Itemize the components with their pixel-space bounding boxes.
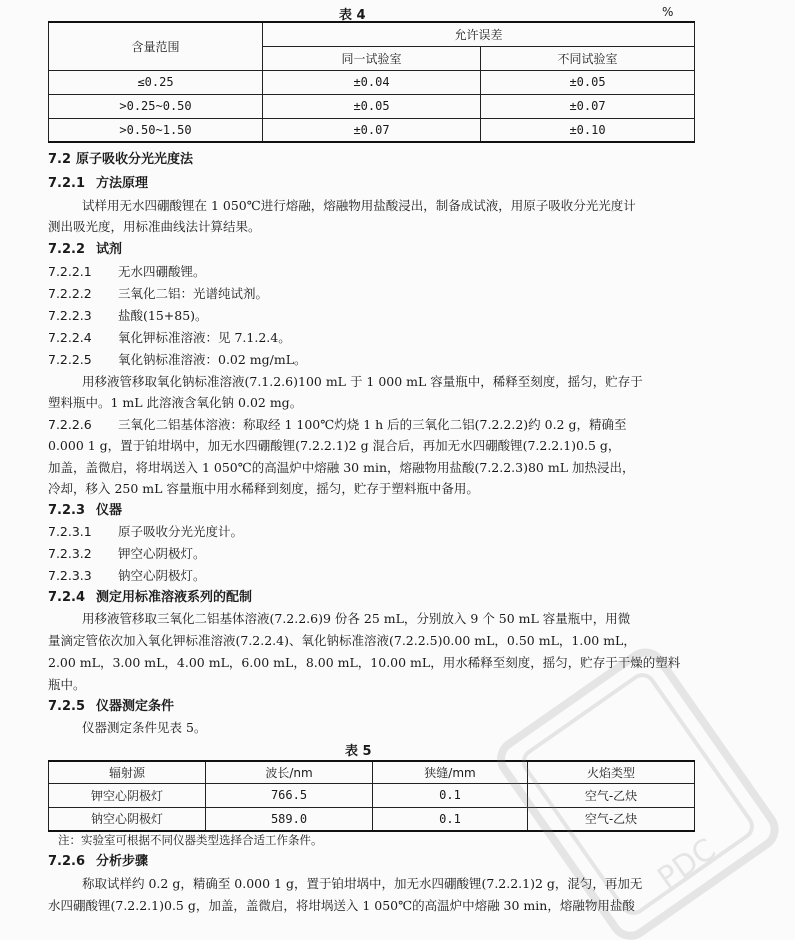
table5-cell: 766.5 [206, 783, 373, 807]
heading-7-2-1: 7.2.1 方法原理 [48, 176, 149, 191]
table5-note: 注：实验室可根据不同仪器类型选择合适工作条件。 [58, 833, 323, 847]
table5-header-wavelength: 波长/nm [206, 761, 373, 783]
paragraph-7-2-2-5-line1: 用移液管移取氧化钠标准溶液(7.1.2.6)100 mL 于 1 000 mL 容量瓶中，稀释至刻度，摇匀，贮存于 [82, 374, 643, 389]
table4-cell-range: ≤0.25 [49, 70, 263, 94]
table4-caption: 表 4 [339, 8, 366, 23]
item-7-2-2-4: 7.2.2.4 氧化钾标准溶液：见 7.1.2.4。 [48, 330, 291, 345]
table5-cell: 589.0 [206, 807, 373, 831]
heading-7-2-3: 7.2.3 仪器 [48, 503, 123, 518]
table4-cell-same: ±0.07 [263, 118, 481, 142]
table4-cell-diff: ±0.05 [481, 70, 695, 94]
table5-cell: 钠空心阴极灯 [49, 807, 206, 831]
table4 [48, 21, 695, 143]
paragraph-7-2-6-line2: 水四硼酸锂(7.2.2.1)0.5 g，加盖，盖微启，将坩埚送入 1 050℃的高温炉中熔融 30 min，熔融物用盐酸 [48, 898, 635, 913]
table5-cell: 0.1 [373, 783, 528, 807]
item-7-2-2-2: 7.2.2.2 三氧化二铝：光谱纯试剂。 [48, 286, 269, 301]
table-row [49, 70, 695, 94]
watermark-text: PDC [651, 831, 723, 897]
item-7-2-2-5: 7.2.2.5 氧化钠标准溶液：0.02 mg/mL。 [48, 352, 307, 367]
table5-header-flame: 火焰类型 [528, 761, 695, 783]
paragraph-7-2-4-line1: 用移液管移取三氧化二铝基体溶液(7.2.2.6)9 份各 25 mL，分别放入 9 个 50 mL 容量瓶中，用微 [82, 611, 631, 626]
heading-7-2-2: 7.2.2 试剂 [48, 242, 123, 257]
item-7-2-3-1: 7.2.3.1 原子吸收分光光度计。 [48, 524, 244, 539]
heading-7-2-5: 7.2.5 仪器测定条件 [48, 699, 175, 714]
table5-cell: 0.1 [373, 807, 528, 831]
heading-7-2-6: 7.2.6 分析步骤 [48, 854, 149, 869]
item-7-2-3-3: 7.2.3.3 钠空心阴极灯。 [48, 568, 206, 583]
paragraph-7-2-4-line2: 量滴定管依次加入氧化钾标准溶液(7.2.2.4)、氧化钠标准溶液(7.2.2.5)0.00 mL，0.50 mL，1.00 mL， [48, 633, 636, 648]
paragraph-7-2-1-line1: 试样用无水四硼酸锂在 1 050℃进行熔融，熔融物用盐酸浸出，制备成试液，用原子吸收分光光度计 [82, 198, 636, 213]
table4-cell-diff: ±0.10 [481, 118, 695, 142]
table5-header-source: 辐射源 [49, 761, 206, 783]
table4-cell-same: ±0.04 [263, 70, 481, 94]
paragraph-7-2-4-line4: 瓶中。 [48, 677, 86, 692]
table4-header-same-lab: 同一试验室 [263, 46, 481, 70]
table5-header-slit: 狭缝/mm [373, 761, 528, 783]
item-7-2-2-6: 7.2.2.6 三氧化二铝基体溶液：称取经 1 100℃灼烧 1 h 后的三氧化二铝(7.2.2.2)约 0.2 g，精确至 [48, 417, 627, 432]
table4-cell-range: >0.25~0.50 [49, 94, 263, 118]
table-row [49, 94, 695, 118]
paragraph-7-2-4-line3: 2.00 mL，3.00 mL，4.00 mL，6.00 mL，8.00 mL，10.00 mL，用水稀释至刻度，摇匀，贮存于干燥的塑料 [48, 655, 681, 670]
table4-cell-diff: ±0.07 [481, 94, 695, 118]
paragraph-7-2-1-line2: 测出吸光度，用标准曲线法计算结果。 [48, 219, 261, 234]
paragraph-7-2-5: 仪器测定条件见表 5。 [82, 720, 207, 735]
table4-cell-range: >0.50~1.50 [49, 118, 263, 142]
table5-cell: 钾空心阴极灯 [49, 783, 206, 807]
table-row [49, 118, 695, 142]
heading-7-2-4: 7.2.4 测定用标准溶液系列的配制 [48, 590, 253, 605]
paragraph-7-2-2-6-line4: 冷却，移入 250 mL 容量瓶中用水稀释到刻度，摇匀，贮存于塑料瓶中备用。 [48, 481, 479, 496]
paragraph-7-2-6-line1: 称取试样约 0.2 g，精确至 0.000 1 g，置于铂坩埚中，加无水四硼酸锂(7.2.2.1)2 g，混匀，再加无 [82, 876, 643, 891]
item-7-2-3-2: 7.2.3.2 钾空心阴极灯。 [48, 546, 206, 561]
table5-cell: 空气-乙炔 [528, 807, 695, 831]
table5-caption: 表 5 [345, 744, 372, 759]
table4-header-range: 含量范围 [49, 22, 263, 70]
watermark-stamp [520, 640, 750, 940]
table4-cell-same: ±0.05 [263, 94, 481, 118]
paragraph-7-2-2-5-line2: 塑料瓶中。1 mL 此溶液含氧化钠 0.02 mg。 [48, 395, 303, 410]
heading-7-2: 7.2 原子吸收分光光度法 [48, 152, 194, 167]
table4-unit: % [662, 5, 674, 19]
paragraph-7-2-2-6-line3: 加盖，盖微启，将坩埚送入 1 050℃的高温炉中熔融 30 min，熔融物用盐酸(7.2.2.3)80 mL 加热浸出， [48, 460, 635, 475]
table4-header-tolerance: 允许误差 [263, 22, 695, 46]
item-7-2-2-1: 7.2.2.1 无水四硼酸锂。 [48, 264, 206, 279]
paragraph-7-2-2-6-line2: 0.000 1 g，置于铂坩埚中，加无水四硼酸锂(7.2.2.1)2 g 混合后，再加无水四硼酸锂(7.2.2.1)0.5 g， [48, 438, 621, 453]
item-7-2-2-3: 7.2.2.3 盐酸(15+85)。 [48, 308, 208, 323]
table5-cell: 空气-乙炔 [528, 783, 695, 807]
table4-header-diff-lab: 不同试验室 [481, 46, 695, 70]
